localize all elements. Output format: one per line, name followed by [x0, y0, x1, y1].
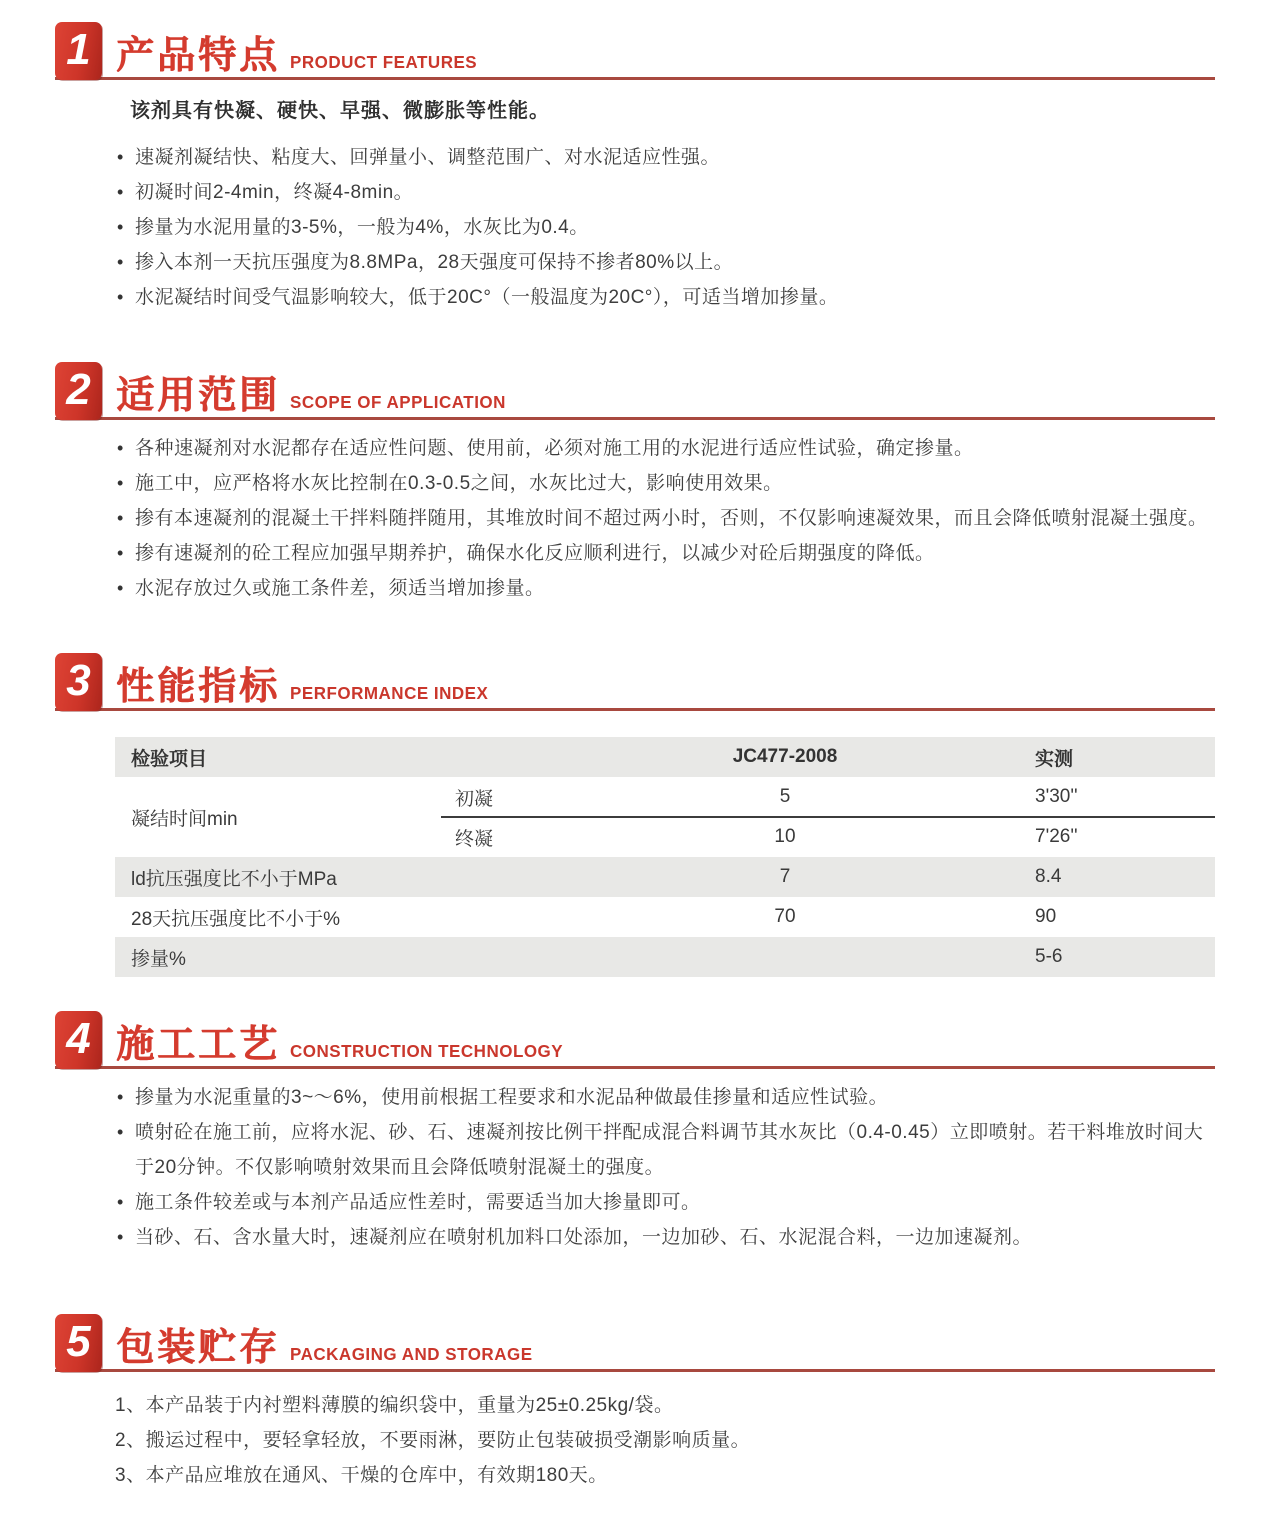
section-4-bullet-list — [115, 1080, 1215, 1255]
table-row — [115, 897, 1215, 937]
list-item: • 喷射砼在施工前，应将水泥、砂、石、速凝剂按比例干拌配成混合料调节其水灰比（0.4-0.45）立即喷射。若干料堆放时间大于20分钟。不仅影响喷射效果而且会降低喷射混凝土的强度。 — [115, 1115, 1215, 1185]
table-group-label: 凝结时间min — [131, 808, 238, 830]
section-1-subtitle: PRODUCT FEATURES — [290, 52, 478, 73]
table-row — [115, 857, 1215, 897]
table-row — [455, 777, 1215, 817]
list-item: • 掺量为水泥用量的3-5%，一般为4%，水灰比为0.4。 — [115, 210, 1215, 245]
table-header-row — [115, 737, 1215, 777]
section-1-number-badge: 1 — [55, 22, 102, 80]
table-row — [115, 937, 1215, 977]
section-performance-index — [0, 606, 1280, 977]
list-item: • 初凝时间2-4min，终凝4-8min。 — [115, 175, 1215, 210]
list-item: • 速凝剂凝结快、粘度大、回弹量小、调整范围广、对水泥适应性强。 — [115, 140, 1215, 175]
table-cell-standard: 7 — [779, 866, 791, 887]
section-5-subtitle: PACKAGING AND STORAGE — [290, 1344, 533, 1365]
section-5-number-badge: 5 — [55, 1314, 102, 1372]
table-cell-sub: 终凝 — [455, 828, 494, 850]
table-inner-divider — [441, 816, 1215, 818]
list-item: 1、本产品装于内衬塑料薄膜的编织袋中，重量为25±0.25kg/袋。 — [115, 1395, 674, 1416]
table-cell-item: 掺量% — [131, 948, 186, 970]
section-2-header — [55, 358, 1215, 420]
section-3-number-badge: 3 — [55, 653, 102, 711]
section-4-header — [55, 1007, 1215, 1069]
section-5-title: 包装贮存 — [116, 1327, 281, 1369]
table-header-item: 检验项目 — [131, 748, 208, 770]
section-1-intro: 该剂具有快凝、硬快、早强、微膨胀等性能。 — [130, 100, 550, 122]
table-cell-sub: 初凝 — [455, 788, 494, 810]
section-4-number-badge: 4 — [55, 1011, 102, 1069]
table-cell-standard: 5 — [779, 786, 791, 807]
section-3-subtitle: PERFORMANCE INDEX — [290, 683, 489, 704]
list-item: • 掺量为水泥重量的3~～6%，使用前根据工程要求和水泥品种做最佳掺量和适应性试验。 — [115, 1080, 1215, 1115]
section-1-title: 产品特点 — [116, 35, 281, 77]
table-group-setting-time — [115, 777, 1215, 857]
table-cell-measured: 5-6 — [1035, 946, 1063, 967]
table-cell-item: 28天抗压强度比不小于% — [131, 908, 341, 930]
list-item: • 施工条件较差或与本剂产品适应性差时，需要适当加大掺量即可。 — [115, 1185, 1215, 1220]
section-4-subtitle: CONSTRUCTION TECHNOLOGY — [290, 1041, 564, 1062]
section-2-subtitle: SCOPE OF APPLICATION — [290, 392, 506, 413]
table-header-measured: 实测 — [1035, 748, 1074, 770]
table-cell-measured: 8.4 — [1035, 866, 1062, 887]
section-scope-of-application — [0, 315, 1280, 606]
section-5-header — [55, 1310, 1215, 1372]
section-1-header — [55, 18, 1215, 80]
list-item: • 当砂、石、含水量大时，速凝剂应在喷射机加料口处添加，一边加砂、石、水泥混合料，一边加速凝剂。 — [115, 1220, 1215, 1255]
section-5-numbered-list — [115, 1388, 1225, 1493]
section-1-bullet-list — [115, 140, 1215, 315]
table-cell-item: ld抗压强度比不小于MPa — [131, 868, 337, 890]
list-item: • 水泥凝结时间受气温影响较大，低于20C°（一般温度为20C°），可适当增加掺量。 — [115, 280, 1215, 315]
performance-table — [115, 737, 1215, 977]
table-cell-measured: 3'30'' — [1035, 786, 1078, 807]
list-item: • 掺有速凝剂的砼工程应加强早期养护，确保水化反应顺利进行，以减少对砼后期强度的降低。 — [115, 536, 1215, 571]
section-4-title: 施工工艺 — [116, 1024, 281, 1066]
section-3-title: 性能指标 — [116, 666, 281, 708]
list-item: 3、本产品应堆放在通风、干燥的仓库中，有效期180天。 — [115, 1465, 608, 1486]
table-cell-measured: 90 — [1035, 906, 1057, 927]
list-item: • 各种速凝剂对水泥都存在适应性问题、使用前，必须对施工用的水泥进行适应性试验，确定掺量。 — [115, 431, 1215, 466]
section-2-bullet-list — [115, 431, 1215, 606]
list-item: 2、搬运过程中，要轻拿轻放，不要雨淋，要防止包装破损受潮影响质量。 — [115, 1430, 751, 1451]
section-2-title: 适用范围 — [116, 375, 281, 417]
section-product-features — [0, 0, 1280, 315]
list-item: • 掺入本剂一天抗压强度为8.8MPa，28天强度可保持不掺者80%以上。 — [115, 245, 1215, 280]
list-item: • 施工中，应严格将水灰比控制在0.3-0.5之间，水灰比过大，影响使用效果。 — [115, 466, 1215, 501]
section-packaging-and-storage — [0, 1255, 1280, 1493]
table-header-standard: JC477-2008 — [732, 746, 838, 767]
list-item: • 掺有本速凝剂的混凝土干拌料随拌随用，其堆放时间不超过两小时，否则，不仅影响速凝效果，而且会降低喷射混凝土强度。 — [115, 501, 1215, 536]
table-cell-standard: 10 — [774, 826, 796, 847]
table-row — [455, 817, 1215, 857]
list-item: • 水泥存放过久或施工条件差，须适当增加掺量。 — [115, 571, 1215, 606]
table-cell-measured: 7'26'' — [1035, 826, 1078, 847]
section-2-number-badge: 2 — [55, 362, 102, 420]
section-3-header — [55, 649, 1215, 711]
table-cell-standard: 70 — [774, 906, 796, 927]
section-construction-technology — [0, 977, 1280, 1255]
